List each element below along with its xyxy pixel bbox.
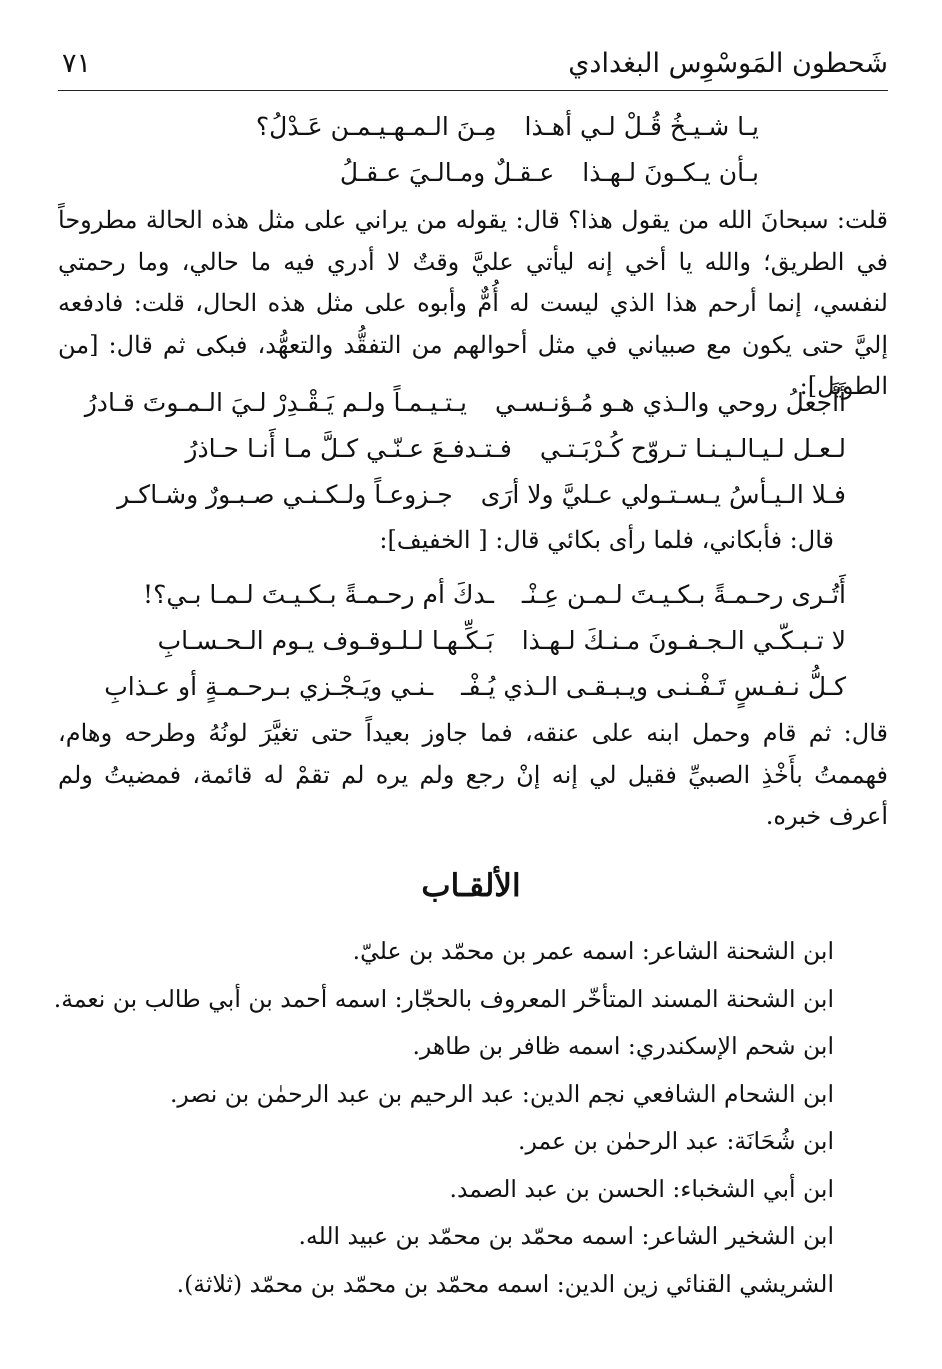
list-item: ابن الشحنة المسند المتأخّر المعروف بالحجّار: اسمه أحمد بن أبي طالب بن نعمة. [53, 984, 834, 1013]
list-item: ابن الشخير الشاعر: اسمه محمّد بن محمّد بن عبيد الله. [298, 1222, 834, 1250]
hemistich-first: لا تـبـكّـي الـجـفـونَ مـنـكَ لـهـذا [521, 626, 846, 655]
hemistich-first: أَتُـرى رحـمـةً بـكـيـتَ لـمـن عِـنْـ [521, 580, 846, 609]
running-title: شَحطون المَوسْوِس البغدادي [568, 48, 888, 79]
poem-line [340, 158, 759, 187]
entry-list [53, 928, 834, 1308]
poem-line [185, 434, 846, 463]
hemistich-second: فـتـدفـعَ عـنّـي كـلَّ مـا أَنـا حـاذرُ [185, 434, 512, 463]
hemistich-first: كـلُّ نـفـسٍ تَـفْـنـى ويـبـقـى الـذي يُـفْـ [461, 672, 846, 701]
page-number: ٧١ [62, 48, 92, 79]
list-item: ابن الشحنة الشاعر: اسمه عمر بن محمّد بن عليّ. [352, 937, 834, 965]
poem-line [85, 388, 846, 417]
hemistich-first: يـا شـيـخُ قُـلْ لـي أهـذا [524, 112, 759, 141]
list-item: الشريشي القنائي زين الدين: اسمه محمّد بن محمّد بن محمّد (ثلاثة). [176, 1269, 834, 1298]
hemistich-first: بـأن يـكـونَ لـهـذا [582, 158, 759, 187]
poem-line [256, 112, 759, 141]
hemistich-first: لـعـل لـيـالـيـنـا تـروّح كُـرْبَـتـي [539, 434, 846, 463]
hemistich-second: مِـنَ الـمـهـيـمـن عَـدْلُ؟ [255, 112, 497, 141]
list-item: ابن شحم الإسكندري: اسمه ظافر بن طاهر. [412, 1032, 834, 1060]
list-item: ابن أبي الشخباء: الحسن بن عبد الصمد. [449, 1174, 834, 1203]
poem-line [117, 480, 846, 509]
poem-line [158, 626, 846, 655]
poem-line [104, 672, 846, 701]
hemistich-first: فـلا الـيـأسُ يـسـتـولي عـليَّ ولا أرَى [480, 480, 846, 509]
hemistich-first: أَأَجعلُ روحي والـذي هـو مُـؤنـسـي [494, 388, 846, 417]
list-item: ابن الشحام الشافعي نجم الدين: عبد الرحيم بن عبد الرحمٰن بن نصر. [169, 1079, 834, 1108]
paragraph: قال: فأبكاني، فلما رأى بكائي قال: [ الخفيف]: [379, 526, 834, 554]
hemistich-second: جـزوعـاً ولـكـنـي صـبـورٌ وشـاكـر [117, 480, 453, 509]
paragraph: قال: ثم قام وحمل ابنه على عنقه، فما جاوز بعيداً حتى تغيَّرَ لونُهُ وطرحه وهام، فهممتُ بأَخْذِ الصبيِّ فقيل لي إنه إنْ رجع ولم يره لم تقمْ له قائمة، فمضيتُ ولم أعرف خبره. [58, 719, 888, 830]
section-heading: الألقـاب [421, 868, 521, 904]
paragraph: قلت: سبحانَ الله من يقول هذا؟ قال: يقوله من يراني على مثل هذه الحالة مطروحاً في الطريق؛ والله يا أخي إنه ليأتي عليَّ وقتٌ لا أدري فيه ما حالي، وما رحمتي لنفسي، إنما أرحم هذا الذي ليست له أُمٌّ وأبوه على مثل هذه الحال، قلت: فادفعه إليَّ حتى يكون مع صبياني في مثل أحوالهم من التفقُّد والتعهُّد، فبكى ثم قال: [من الطويل]: [58, 206, 888, 400]
hemistich-second: يـتـيـمـاً ولـم يَـقْـدِرْ لـيَ الـمـوتَ قـادرُ [84, 388, 467, 417]
page-header [58, 40, 888, 91]
list-item: ابن شُحَانَة: عبد الرحمٰن بن عمر. [518, 1127, 834, 1155]
hemistich-second: ـدكَ أم رحـمـةً بـكـيـتَ لـمـا بـي؟! [143, 580, 494, 609]
hemistich-second: عـقـلٌ ومـالـيَ عـقـلُ [339, 158, 555, 187]
hemistich-second: ـنـي ويَـجْـزي بـرحـمـةٍ أو عـذابِ [104, 672, 434, 701]
hemistich-second: بَـكِّـهـا لـلـوقـوف يـوم الـحـسـابِ [157, 626, 494, 655]
poem-line [143, 580, 846, 609]
